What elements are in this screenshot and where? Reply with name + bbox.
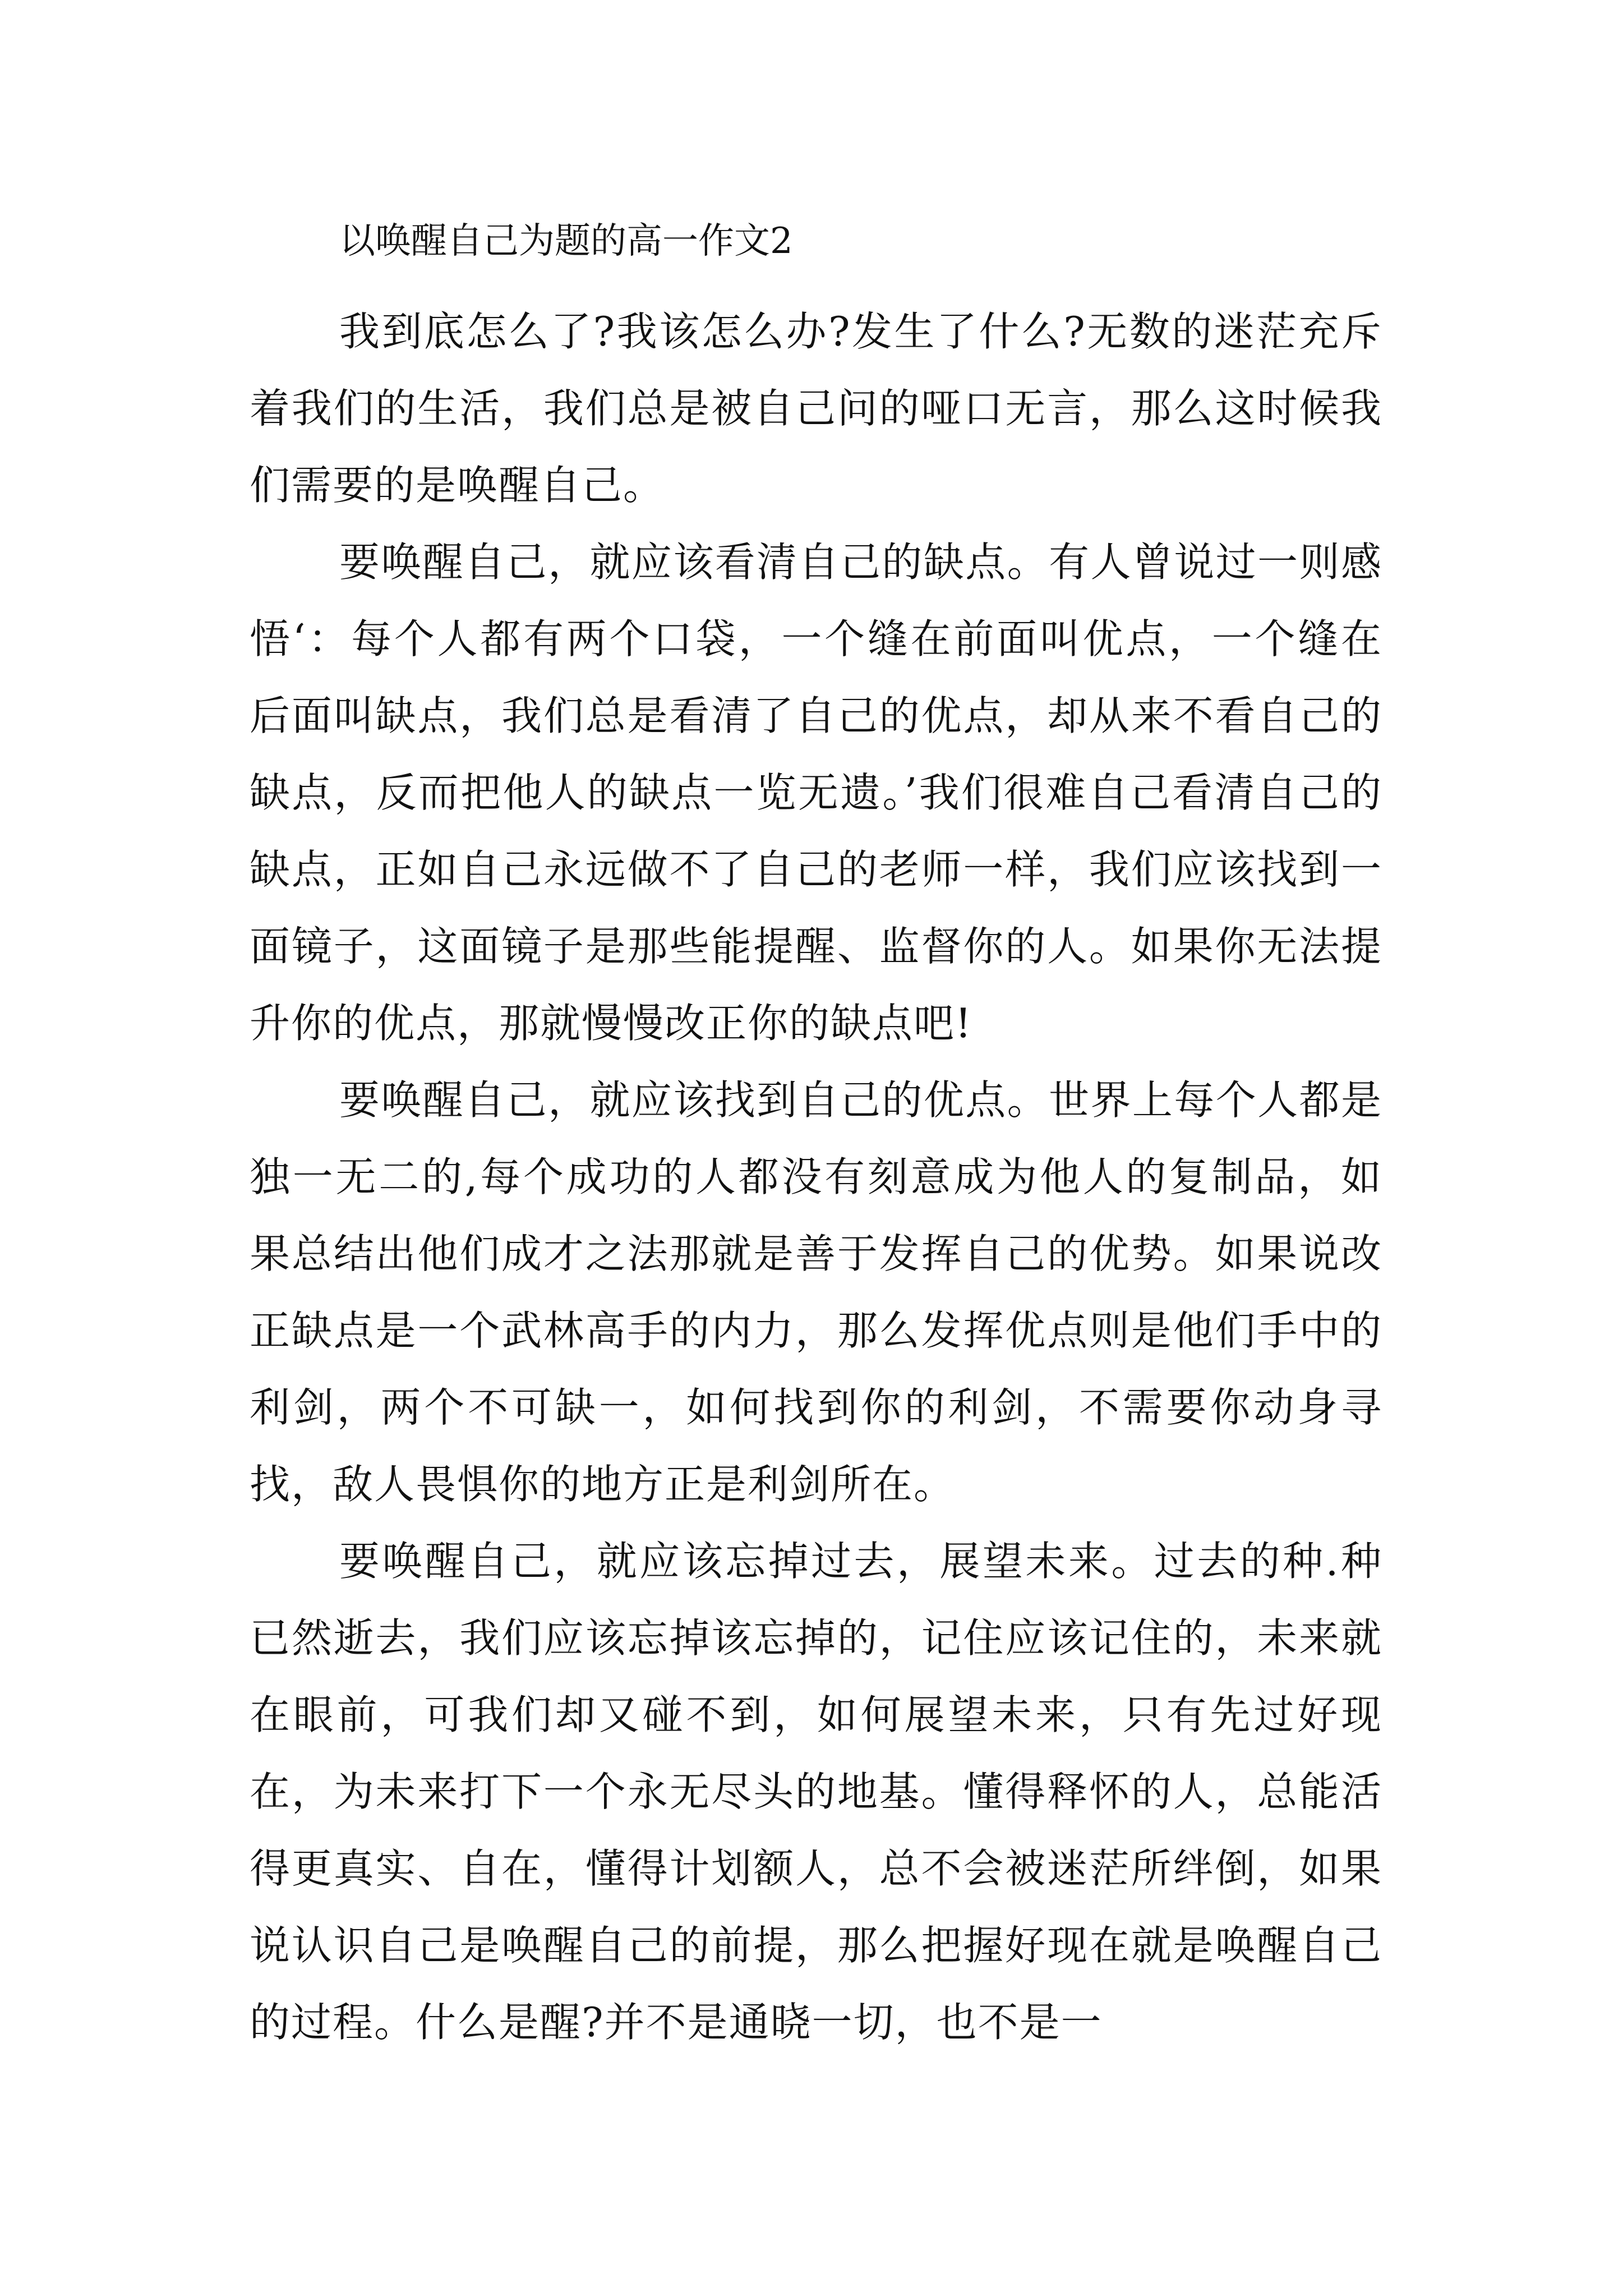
- essay-title: 以唤醒自己为题的高一作文2: [339, 220, 793, 262]
- paragraph-2: 要唤醒自己，就应该看清自己的缺点。有人曾说过一则感悟‘：每个人都有两个口袋，一个缝在前面叫优点，一个缝在后面叫缺点，我们总是看清了自己的优点，却从来不看自己的缺点，反而把他人的缺点一览无遗。’我们很难自己看清自己的缺点，正如自己永远做不了自己的老师一样，我们应该找到一面镜子，这面镜子是那些能提醒、监督你的人。如果你无法提升你的优点，那就慢慢改正你的缺点吧!: [250, 539, 1382, 1047]
- paragraph-4: 要唤醒自己，就应该忘掉过去，展望未来。过去的种.种已然逝去，我们应该忘掉该忘掉的，记住应该记住的，未来就在眼前，可我们却又碰不到，如何展望未来，只有先过好现在，为未来打下一个永无尽头的地基。懂得释怀的人，总能活得更真实、自在，懂得计划额人，总不会被迷茫所绊倒，如果说认识自己是唤醒自己的前提，那么把握好现在就是唤醒自己的过程。什么是醒?并不是通晓一切，也不是一: [250, 1538, 1382, 2046]
- paragraph-3: 要唤醒自己，就应该找到自己的优点。世界上每个人都是独一无二的,每个成功的人都没有刻意成为他人的复制品，如果总结出他们成才之法那就是善于发挥自己的优势。如果说改正缺点是一个武林高手的内力，那么发挥优点则是他们手中的利剑，两个不可缺一，如何找到你的利剑，不需要你动身寻找，敌人畏惧你的地方正是利剑所在。: [250, 1076, 1382, 1508]
- paragraph-1: 我到底怎么了?我该怎么办?发生了什么?无数的迷茫充斥着我们的生活，我们总是被自己问的哑口无言，那么这时候我们需要的是唤醒自己。: [250, 308, 1382, 509]
- document-body: [250, 216, 1382, 2061]
